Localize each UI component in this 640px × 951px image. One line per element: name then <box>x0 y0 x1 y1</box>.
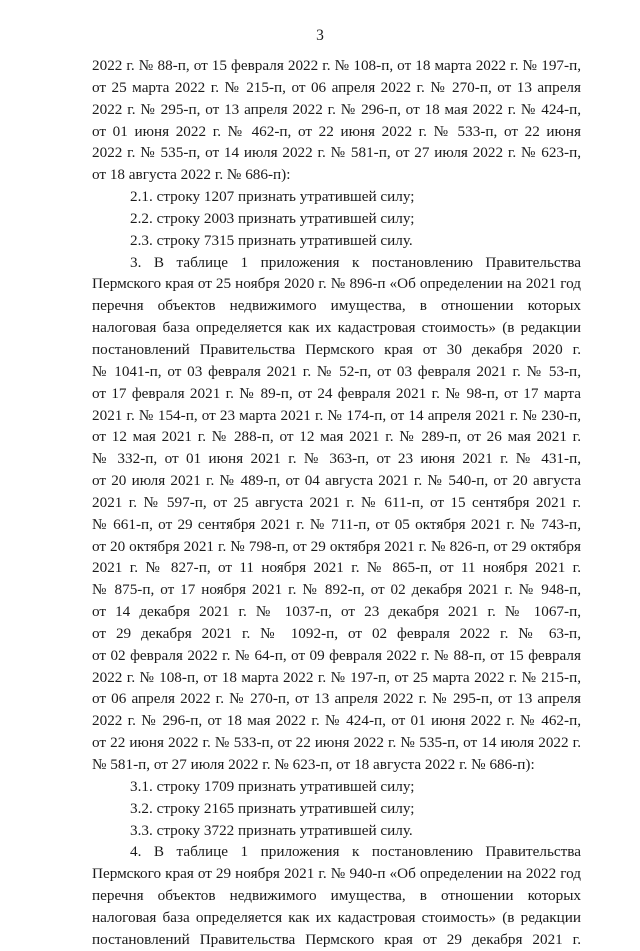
paragraph-item-4 <box>92 841 581 950</box>
text-line: от 20 октября 2021 г. № 798-п, от 29 октября 2021 г. № 826-п, от 29 октября <box>92 537 581 555</box>
text-line: № 1041-п, от 03 февраля 2021 г. № 52-п, от 03 февраля 2021 г. № 53-п, <box>92 362 581 380</box>
page-number: 3 <box>316 27 324 44</box>
text-line: от 25 марта 2022 г. № 215-п, от 06 апреля 2022 г. № 270-п, от 13 апреля <box>92 78 581 96</box>
text-line: 2022 г. № 108-п, от 18 марта 2022 г. № 197-п, от 25 марта 2022 г. № 215-п, <box>92 668 581 686</box>
text-line: № 661-п, от 29 сентября 2021 г. № 711-п, от 05 октября 2021 г. № 743-п, <box>92 515 581 533</box>
text-line: 4. В таблице 1 приложения к постановлению Правительства <box>130 843 581 861</box>
document-body <box>92 55 581 951</box>
text-line: № 581-п, от 27 июля 2022 г. № 623-п, от 18 августа 2022 г. № 686-п): <box>92 756 535 773</box>
text-line: от 18 августа 2022 г. № 686-п): <box>92 166 291 184</box>
paragraph-item-3-3 <box>92 820 581 842</box>
paragraph-item-2-1 <box>92 186 581 208</box>
paragraph-item-2-3 <box>92 230 581 252</box>
text-line: от 22 июня 2022 г. № 533-п, от 22 июня 2022 г. № 535-п, от 14 июля 2022 г. <box>92 734 581 752</box>
text-line: от 29 декабря 2021 г. № 1092-п, от 02 февраля 2022 г. № 63-п, <box>92 624 581 642</box>
text-line: 2022 г. № 295-п, от 13 апреля 2022 г. № 296-п, от 18 мая 2022 г. № 424-п, <box>92 100 581 118</box>
text-line: налоговая база определяется как их кадастровая стоимость» (в редакции <box>92 908 581 926</box>
paragraph-item-3 <box>92 252 581 776</box>
text-line: 2021 г. № 597-п, от 25 августа 2021 г. № 611-п, от 15 сентября 2021 г. <box>92 493 581 511</box>
text-line: 2.2. строку 2003 признать утратившей силу; <box>130 209 415 227</box>
text-line: от 20 июля 2021 г. № 489-п, от 04 августа 2021 г. № 540-п, от 20 августа <box>92 472 581 490</box>
text-line: 2.3. строку 7315 признать утратившей силу. <box>130 231 413 249</box>
text-line: 2021 г. № 827-п, от 11 ноября 2021 г. № 865-п, от 11 ноября 2021 г. <box>92 559 581 577</box>
text-line: постановлений Правительства Пермского края от 29 декабря 2021 г. <box>92 930 581 948</box>
text-line: перечня объектов недвижимого имущества, в отношении которых <box>92 887 581 905</box>
text-line: № 332-п, от 01 июня 2021 г. № 363-п, от 23 июня 2021 г. № 431-п, <box>92 450 581 468</box>
paragraph-item-3-2 <box>92 798 581 820</box>
paragraph-item-3-1 <box>92 776 581 798</box>
text-line: постановлений Правительства Пермского края от 30 декабря 2020 г. <box>92 340 581 358</box>
text-line: от 06 апреля 2022 г. № 270-п, от 13 апреля 2022 г. № 295-п, от 13 апреля <box>92 690 581 708</box>
text-line: 2021 г. № 154-п, от 23 марта 2021 г. № 174-п, от 14 апреля 2021 г. № 230-п, <box>92 406 581 424</box>
paragraph-continuation <box>92 55 581 186</box>
text-line: перечня объектов недвижимого имущества, в отношении которых <box>92 297 581 315</box>
text-line: № 875-п, от 17 ноября 2021 г. № 892-п, от 02 декабря 2021 г. № 948-п, <box>92 581 581 599</box>
paragraph-item-2-2 <box>92 208 581 230</box>
text-line: от 17 февраля 2021 г. № 89-п, от 24 февраля 2021 г. № 98-п, от 17 марта <box>92 384 581 402</box>
text-line: Пермского края от 29 ноября 2021 г. № 940-п «Об определении на 2022 год <box>92 865 581 883</box>
text-line: Пермского края от 25 ноября 2020 г. № 896-п «Об определении на 2021 год <box>92 275 581 293</box>
text-line: 2022 г. № 296-п, от 18 мая 2022 г. № 424-п, от 01 июня 2022 г. № 462-п, <box>92 712 581 730</box>
text-line: 2022 г. № 88-п, от 15 февраля 2022 г. № 108-п, от 18 марта 2022 г. № 197-п, <box>92 57 581 74</box>
text-line: 3.3. строку 3722 признать утратившей силу. <box>130 821 413 839</box>
text-line: 3. В таблице 1 приложения к постановлению Правительства <box>130 253 581 271</box>
text-line: 2.1. строку 1207 признать утратившей силу; <box>130 188 415 206</box>
text-line: 2022 г. № 535-п, от 14 июля 2022 г. № 581-п, от 27 июля 2022 г. № 623-п, <box>92 144 581 162</box>
text-line: от 12 мая 2021 г. № 288-п, от 12 мая 2021 г. № 289-п, от 26 мая 2021 г. <box>92 428 581 446</box>
text-line: 3.1. строку 1709 признать утратившей силу; <box>130 777 415 795</box>
text-line: от 01 июня 2022 г. № 462-п, от 22 июня 2022 г. № 533-п, от 22 июня <box>92 122 581 140</box>
text-line: налоговая база определяется как их кадастровая стоимость» (в редакции <box>92 319 581 337</box>
text-line: 3.2. строку 2165 признать утратившей силу; <box>130 799 415 817</box>
text-line: от 14 декабря 2021 г. № 1037-п, от 23 декабря 2021 г. № 1067-п, <box>92 603 581 621</box>
text-line: от 02 февраля 2022 г. № 64-п, от 09 февраля 2022 г. № 88-п, от 15 февраля <box>92 646 581 664</box>
